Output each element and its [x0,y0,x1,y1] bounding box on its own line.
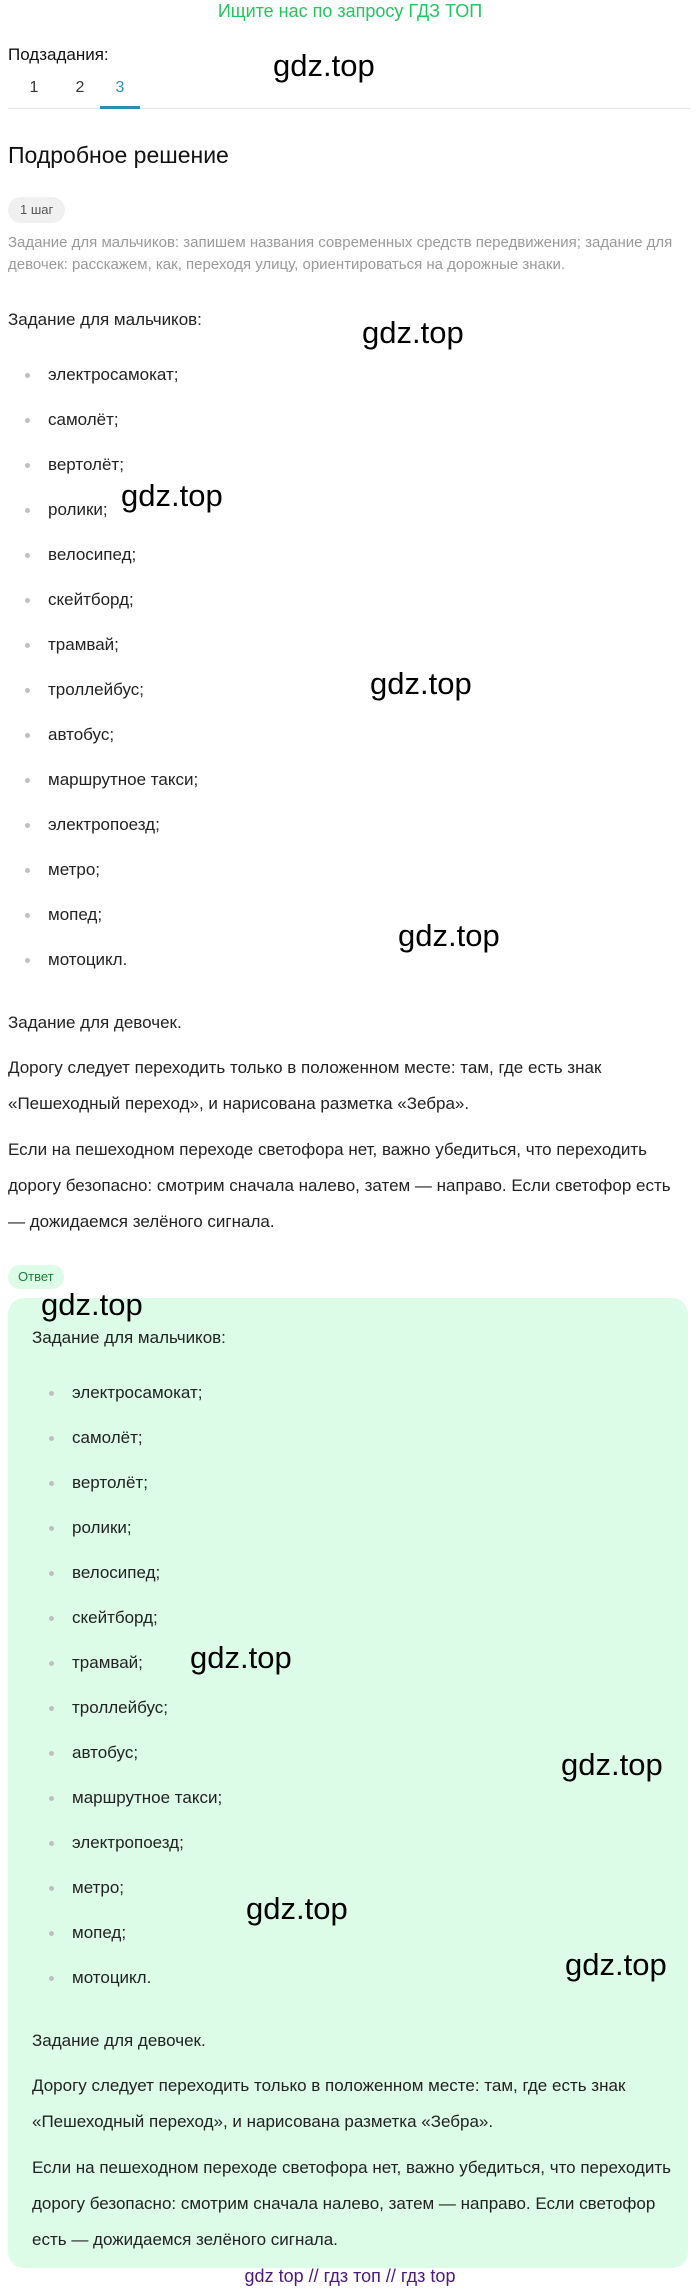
list-item: автобус; [32,1740,222,1785]
answer-badge: Ответ [8,1265,64,1289]
list-item: метро; [32,1875,222,1920]
list-item: самолёт; [8,407,198,452]
list-item: ролики; [32,1515,222,1560]
answer-boys-heading: Задание для мальчиков: [32,1328,226,1347]
answer-box [8,1298,688,2268]
subtask-tab-2[interactable]: 2 [75,79,85,96]
list-item: трамвай; [32,1650,222,1695]
subtask-tab-1[interactable]: 1 [29,79,39,96]
step-description: Задание для мальчиков: запишем названия современных средств передвижения; задание для девочек: расскажем, как, переходя улицу, ориентироваться на дорожные знаки. [8,234,673,273]
answer-transport-list [32,1380,222,2010]
list-item: электропоезд; [32,1830,222,1875]
list-item: маршрутное такси; [32,1785,222,1830]
list-item: скейтборд; [32,1605,222,1650]
list-item: скейтборд; [8,587,198,632]
subtask-tab-3[interactable]: 3 [100,72,140,109]
crossing-paragraph: Дорогу следует переходить только в положенном месте: там, где есть знак «Пешеходный переход», и нарисована разметка «Зебра». [8,1058,602,1113]
step-badge: 1 шаг [8,197,65,223]
subtasks-label: Подзадания: [8,45,109,64]
list-item: вертолёт; [8,452,198,497]
watermark-text: gdz.top [273,48,375,83]
list-item: электросамокат; [8,362,198,407]
answer-traffic-light-paragraph: Если на пешеходном переходе светофора нет, важно убедиться, что переходить дорогу безопасно: смотрим сначала налево, затем — направо. Если светофор есть — дожидаемся зелёного сигнала. [32,2158,671,2249]
answer-crossing-paragraph: Дорогу следует переходить только в положенном месте: там, где есть знак «Пешеходный переход», и нарисована разметка «Зебра». [32,2076,626,2131]
watermark-text: gdz.top [121,478,223,513]
list-item: мотоцикл. [32,1965,222,2010]
boys-task-heading: Задание для мальчиков: [8,310,202,329]
list-item: велосипед; [32,1560,222,1605]
solution-title: Подробное решение [8,142,229,168]
girls-task-heading: Задание для девочек. [8,1013,182,1032]
list-item: электропоезд; [8,812,198,857]
watermark-text: gdz.top [190,1640,292,1675]
list-item: маршрутное такси; [8,767,198,812]
watermark-text: gdz.top [41,1287,143,1322]
list-item: трамвай; [8,632,198,677]
watermark-text: gdz.top [246,1891,348,1926]
watermark-text: gdz.top [370,666,472,701]
transport-list [8,362,198,992]
list-item: мопед; [8,902,198,947]
traffic-light-paragraph: Если на пешеходном переходе светофора нет, важно убедиться, что переходить дорогу безопасно: смотрим сначала налево, затем — направо. Если светофор есть — дожидаемся зелёного сигнала. [8,1140,671,1231]
footer-text: gdz top // гдз топ // гдз top [244,2266,456,2286]
list-item: вертолёт; [32,1470,222,1515]
list-item: троллейбус; [8,677,198,722]
list-item: велосипед; [8,542,198,587]
list-item: электросамокат; [32,1380,222,1425]
answer-girls-heading: Задание для девочек. [32,2031,206,2050]
list-item: самолёт; [32,1425,222,1470]
list-item: автобус; [8,722,198,767]
watermark-text: gdz.top [362,315,464,350]
watermark-text: gdz.top [398,918,500,953]
list-item: троллейбус; [32,1695,222,1740]
watermark-text: gdz.top [565,1947,667,1982]
list-item: ролики; [8,497,198,542]
list-item: метро; [8,857,198,902]
watermark-text: gdz.top [561,1747,663,1782]
list-item: мопед; [32,1920,222,1965]
search-hint-banner: Ищите нас по запросу ГДЗ ТОП [217,1,483,21]
list-item: мотоцикл. [8,947,198,992]
